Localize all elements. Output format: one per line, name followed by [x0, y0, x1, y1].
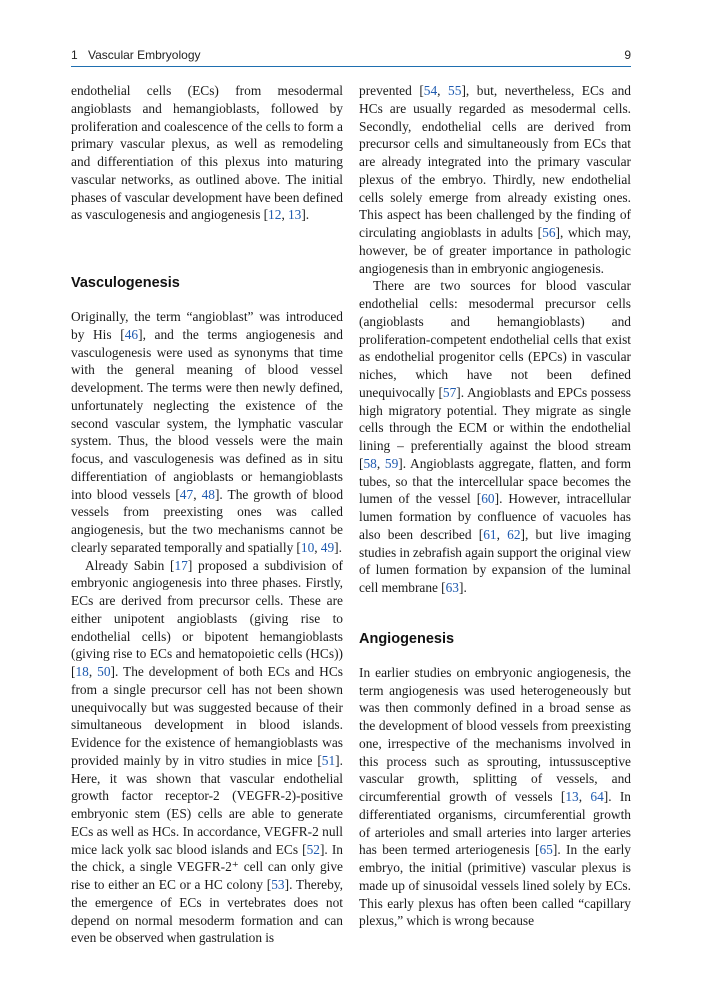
citation-link[interactable]: 17: [174, 557, 188, 573]
citation-link[interactable]: 53: [271, 877, 285, 892]
citation-link[interactable]: 57: [442, 384, 457, 400]
citation-link[interactable]: 65: [539, 842, 553, 858]
citation-link[interactable]: 51: [321, 752, 336, 768]
right-column: [359, 82, 631, 930]
header-rule: [71, 66, 631, 67]
citation-link[interactable]: 12: [268, 207, 282, 223]
citation-link[interactable]: 13: [287, 207, 302, 223]
paragraph: Originally, the term “angioblast” was introduced by His [46], and the terms angiogenesis and vasculogenesis were used as synonyms that time with the general meaning of blood vessel development. The terms were then newly defined, unfortunately neglecting the existence of the second vascular system, the lymphatic vascular system. Thus, the blood vessels were the main focus, and vasculogenesis was defined as in situ differentiation of angioblasts or hemangioblasts into blood vessels [47, 48]. The growth of blood vessels from preexisting ones was called angiogenesis, but the two mechanisms cannot be clearly separated temporally and spatially [10, 49].: [71, 309, 344, 555]
citation-link[interactable]: 64: [590, 789, 604, 804]
citation-link[interactable]: 59: [384, 455, 399, 471]
citation-link[interactable]: 48: [201, 486, 215, 502]
section-heading-vasculogenesis: Vasculogenesis: [71, 275, 180, 291]
paragraph: endothelial cells (ECs) from mesodermal angioblasts and hemangioblasts, followed by proliferation and coalescence of the cells to form a primary vascular plexus, as well as remodeling and differentiation of this plexus into maturing vascular networks, as outlined above. The initial phases of vascular development have been defined as vasculogenesis and angiogenesis [12, 13].: [71, 83, 343, 223]
citation-link[interactable]: 10: [300, 539, 315, 555]
citation-link[interactable]: 61: [483, 526, 497, 542]
citation-link[interactable]: 62: [507, 526, 521, 542]
citation-link[interactable]: 63: [445, 580, 459, 595]
left-column: [71, 82, 343, 947]
citation-link[interactable]: 56: [542, 225, 556, 240]
citation-link[interactable]: 47: [179, 486, 194, 502]
citation-link[interactable]: 60: [481, 491, 495, 507]
chapter-title: Vascular Embryology: [88, 48, 201, 62]
paragraph: prevented [54, 55], but, nevertheless, ECs and HCs are usually regarded as mesodermal cells. Secondly, endothelial cells are derived from precursor cells and simultaneously from ECs that are already integrated into the primary vascular plexus of the embryo. Thirdly, new endothelial cells solely emerge from already existing ones. This aspect has been challenged by the finding of circulating angioblasts in adults [56], which may, however, be of greater importance in pathologic angiogenesis than in embryonic angiogenesis.: [359, 83, 631, 276]
paragraph: There are two sources for blood vascular endothelial cells: mesodermal precursor cells (angioblasts and hemangioblasts) and proliferation-competent endothelial cells that exist as endothelial progenitor cells (EPCs) in vascular niches, which have not been defined unequivocally [57]. Angioblasts and EPCs possess high migratory potential. They migrate as single cells through the ECM or within the endothelial lining – preferentially against the blood stream [58, 59]. Angioblasts aggregate, flatten, and form tubes, so that the intercellular space becomes the lumen of the vessel [60]. However, intracellular lumen formation by confluence of vacuoles has also been described [61, 62], but live imaging studies in zebrafish again support the original view of lumen formation by expansion of the luminal cell membrane [63].: [359, 278, 632, 595]
paragraph: Already Sabin [17] proposed a subdivision of embryonic angiogenesis into three phases. Firstly, ECs are derived from precursor cells. These are either unipotent angioblasts (giving rise to endothelial cells) or bipotent hemangioblasts (giving rise to ECs and hematopoietic cells (HCs)) [18, 50]. The development of both ECs and HCs from a single precursor cell has not been shown unequivocally but was suggested because of their simultaneous development in blood islands. Evidence for the existence of hemangioblasts was provided mainly by in vitro studies in mice [51]. Here, it was shown that vascular endothelial growth factor receptor-2 (VEGFR-2)-positive embryonic stem (ES) cells are able to generate ECs as well as HCs. In accordance, VEGFR-2 null mice lack yolk sac blood islands and ECs [52]. In the chick, a single VEGFR-2⁺ cell can only give rise to either an EC or a HC colony [53]. Thereby, the emergence of ECs in vertebrates does not depend on normal mesoderm formation and can even be observed when gastrulation is: [71, 557, 343, 946]
chapter-number: 1: [71, 48, 78, 62]
page-number: 9: [624, 48, 631, 62]
citation-link[interactable]: 55: [448, 83, 462, 98]
citation-link[interactable]: 52: [306, 841, 320, 857]
citation-link[interactable]: 49: [320, 539, 335, 555]
running-header: [71, 48, 631, 66]
citation-link[interactable]: 13: [565, 789, 579, 804]
paragraph: In earlier studies on embryonic angiogenesis, the term angiogenesis was used heterogeneously but was then commonly defined in a broad sense as the development of blood vessels from preexisting one, irrespective of the mechanisms involved in this process such as sprouting, intussusceptive vascular growth, splitting of vessels, and circumferential growth of vessels [13, 64]. In differentiated organisms, circumferential growth of arterioles and small arteries into larger arteries has been termed arteriogenesis [65]. In the early embryo, the initial (primitive) vascular plexus is made up of sinusoidal vessels lined solely by ECs. This early plexus has often been called “capillary plexus,” which is wrong because: [359, 664, 632, 929]
citation-link[interactable]: 18: [75, 664, 89, 679]
citation-link[interactable]: 46: [124, 326, 139, 342]
citation-link[interactable]: 50: [97, 664, 111, 679]
citation-link[interactable]: 54: [423, 83, 438, 98]
section-heading-angiogenesis: Angiogenesis: [359, 630, 455, 647]
citation-link[interactable]: 58: [363, 455, 377, 471]
